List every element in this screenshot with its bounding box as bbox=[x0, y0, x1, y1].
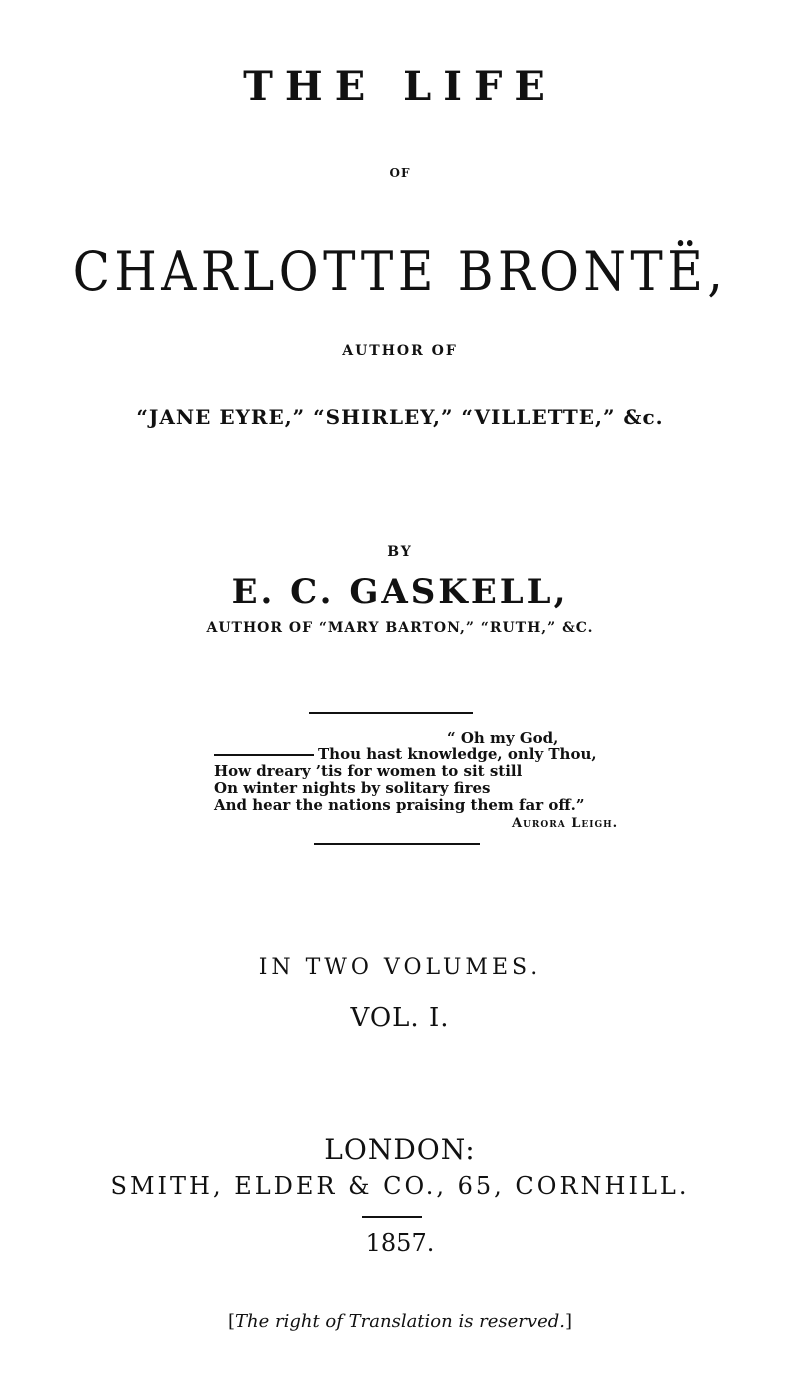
subject-name: CHARLOTTE BRONTË, bbox=[72, 240, 728, 303]
volume-label: VOL. I. bbox=[350, 1003, 450, 1033]
volumes-note: IN TWO VOLUMES. bbox=[258, 955, 542, 980]
rights-notice bbox=[0, 1311, 800, 1332]
epigraph-bottom-rule bbox=[314, 843, 480, 845]
year-rule bbox=[362, 1216, 422, 1218]
author-of-label: AUTHOR OF bbox=[342, 343, 458, 359]
title-top: THE LIFE bbox=[243, 63, 557, 110]
epigraph-line-4: On winter nights by solitary fires bbox=[214, 779, 491, 797]
author-name: E. C. GASKELL, bbox=[231, 572, 569, 612]
by-label: BY bbox=[387, 544, 413, 560]
publisher-name: SMITH, ELDER & CO., 65, CORNHILL. bbox=[110, 1172, 690, 1200]
publisher-city: LONDON: bbox=[324, 1133, 476, 1166]
rights-open-bracket: [ bbox=[227, 1311, 236, 1332]
rights-close-bracket: ] bbox=[564, 1311, 573, 1332]
epigraph-line-1: “ Oh my God, bbox=[447, 729, 559, 747]
epigraph-line-2-text: Thou hast knowledge, only Thou, bbox=[318, 745, 597, 763]
epigraph-dash bbox=[214, 754, 314, 756]
epigraph-line-2 bbox=[214, 746, 597, 763]
subject-works: “JANE EYRE,” “SHIRLEY,” “VILLETTE,” &c. bbox=[136, 405, 664, 429]
author-works: AUTHOR OF “MARY BARTON,” “RUTH,” &C. bbox=[206, 620, 594, 636]
epigraph-top-rule bbox=[309, 712, 473, 714]
epigraph-line-3: How dreary ’tis for women to sit still bbox=[214, 762, 523, 780]
publication-year: 1857. bbox=[365, 1229, 435, 1257]
epigraph-attribution: Aurora Leigh. bbox=[512, 816, 619, 831]
of-word: OF bbox=[389, 166, 411, 180]
rights-text: The right of Translation is reserved. bbox=[235, 1311, 565, 1332]
epigraph-line-5: And hear the nations praising them far off.” bbox=[214, 796, 585, 814]
